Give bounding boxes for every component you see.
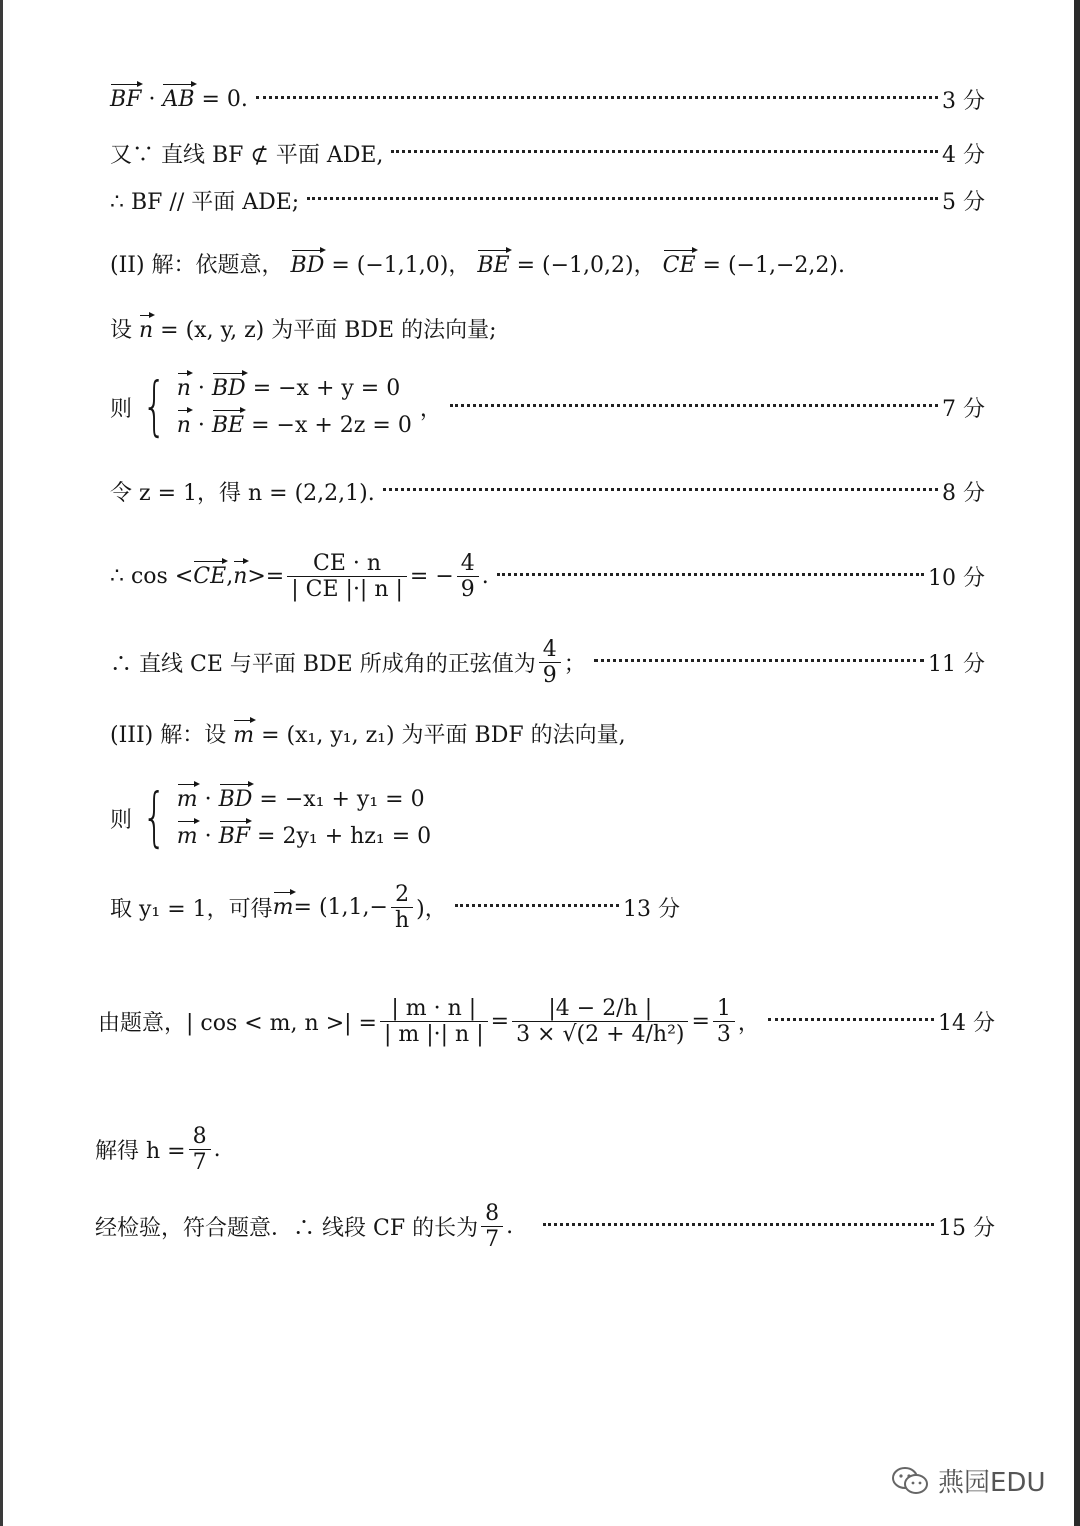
take-text: 取 y₁ = 1，可得 [110, 896, 273, 922]
fraction-numerator: 8 [485, 1200, 500, 1226]
fraction-numerator: | m · n | [391, 995, 477, 1021]
system-row-2: m · BF = 2y₁ + hz₁ = 0 [176, 824, 432, 849]
fraction-denominator: 3 [713, 1021, 735, 1047]
then-label: 则 [110, 807, 133, 833]
fraction-ce-n [287, 551, 407, 602]
vec-n: n [176, 413, 191, 438]
dot-leader [256, 96, 938, 99]
fraction-4-9 [457, 551, 479, 602]
vector-n: n [139, 318, 154, 343]
line-solve-h [95, 1118, 985, 1180]
score-4: 4 分 [942, 143, 985, 168]
vec-bd: BD [211, 376, 246, 401]
ce-value: = (−1,−2,2). [702, 253, 845, 278]
period: . [213, 1136, 221, 1162]
score-3: 3 分 [942, 89, 985, 114]
score-8: 8 分 [942, 481, 985, 506]
equals-minus: = − [409, 563, 454, 589]
sine-text: ∴ 直线 CE 与平面 BDE 所成角的正弦值为 [110, 651, 536, 677]
line-abs-cos [98, 962, 995, 1080]
m-value-start: = (1,1,− [293, 894, 388, 920]
score-11: 11 分 [928, 651, 985, 677]
line7-text: 令 z = 1，得 n = (2,2,1). [110, 481, 375, 506]
fraction-denominator: 7 [481, 1226, 503, 1252]
page-edge-left [0, 0, 3, 1526]
fraction-denominator: 9 [457, 576, 479, 602]
fraction-denominator: h [391, 907, 413, 933]
system-row-1: n · BD = −x + y = 0 [176, 376, 401, 401]
line-part2-vectors [110, 248, 985, 279]
row1-text: = −x + y = 0 [245, 376, 401, 401]
vec-n: n [233, 563, 248, 589]
row2-text: = 2y₁ + hz₁ = 0 [250, 824, 432, 849]
fraction-8-7 [481, 1201, 503, 1252]
line-cf-length [95, 1195, 995, 1257]
comma: ， [737, 1010, 760, 1036]
brace: { [142, 370, 167, 444]
watermark-text: 燕园EDU [938, 1468, 1046, 1498]
vector-m: m [233, 723, 255, 748]
vec-m: m [176, 824, 198, 849]
dot-leader [307, 197, 938, 200]
solve-text: 解得 h = [95, 1138, 186, 1164]
dot-leader [455, 904, 619, 907]
vector-bf: BF [110, 87, 142, 112]
vec-ce: CE [193, 563, 227, 589]
system-row-1: m · BD = −x₁ + y₁ = 0 [176, 787, 425, 812]
score-7: 7 分 [942, 396, 985, 422]
fraction-numerator: 2 [395, 881, 410, 907]
period: . [506, 1213, 514, 1239]
score-13: 13 分 [623, 896, 680, 922]
vec-bd: BD [218, 787, 253, 812]
watermark [890, 1462, 1045, 1499]
fraction-denominator: 7 [189, 1149, 211, 1175]
line-sine-value [110, 632, 985, 692]
dot-leader [391, 150, 938, 153]
vec-be: BE [211, 413, 245, 438]
vec-m: m [176, 787, 198, 812]
wechat-icon [890, 1465, 930, 1497]
normal-n-text: = (x, y, z) 为平面 BDE 的法向量; [160, 318, 497, 343]
dot-leader [594, 659, 924, 662]
system-n: 则 { n · BD = −x + y = 0 n · BE = −x + 2z = 0 ， 7 分 [110, 370, 985, 444]
semicolon: ； [563, 651, 586, 677]
abs-cos-text: 由题意，| cos < m, n >| = [98, 1010, 377, 1036]
line-set-z [110, 476, 985, 507]
bd-value: = (−1,1,0)， [331, 253, 471, 278]
line-bf-not-in-plane [110, 138, 985, 169]
fraction-h-expression [512, 996, 688, 1047]
dot-leader [383, 488, 938, 491]
m-value-end: )， [416, 896, 447, 922]
fraction-denominator: | m |·| n | [380, 1021, 488, 1047]
line3-text: ∴ BF // 平面 ADE; [110, 190, 300, 215]
line-bf-dot-ab: BF · AB = 0. 3 分 [110, 84, 985, 115]
brace: { [142, 781, 167, 855]
vector-ab: AB [162, 87, 195, 112]
line-part3-normal-m [110, 718, 985, 749]
dot-leader [497, 573, 924, 576]
part3-label: (III) 解：设 [110, 723, 234, 748]
vector-be: BE [477, 253, 510, 278]
fraction-2-h [391, 882, 413, 933]
fraction-denominator: 9 [539, 662, 561, 688]
vec-n: n [176, 376, 191, 401]
dot-leader [543, 1223, 934, 1226]
system-row-2: n · BE = −x + 2z = 0 [176, 413, 412, 438]
score-5: 5 分 [942, 190, 985, 215]
line-take-y1 [110, 876, 680, 938]
system-m [110, 780, 985, 856]
normal-m-text: = (x₁, y₁, z₁) 为平面 BDF 的法向量, [261, 723, 626, 748]
let-text: 设 [110, 318, 139, 343]
dot-leader [768, 1018, 934, 1021]
part2-label: (II) 解：依题意， [110, 253, 284, 278]
score-10: 10 分 [928, 565, 985, 591]
dot-leader [450, 404, 938, 407]
fraction-1-3 [713, 996, 735, 1047]
row2-text: = −x + 2z = 0 [244, 413, 412, 438]
vector-ce: CE [662, 253, 696, 278]
fraction-8-7 [189, 1124, 211, 1175]
equals: = [691, 1008, 710, 1034]
score-14: 14 分 [938, 1010, 995, 1036]
score-15: 15 分 [938, 1215, 995, 1241]
fraction-numerator: 8 [192, 1123, 207, 1149]
row1-text: = −x₁ + y₁ = 0 [252, 787, 425, 812]
page-edge-right [1074, 0, 1080, 1526]
fraction-numerator: 4 [460, 550, 475, 576]
line-bf-parallel [110, 185, 985, 216]
be-value: = (−1,0,2)， [516, 253, 656, 278]
conclusion-text: 经检验，符合题意．∴ 线段 CF 的长为 [95, 1215, 479, 1241]
line-normal-n [110, 313, 985, 344]
cos-suffix: >= [247, 563, 285, 589]
cos-prefix: ∴ cos < [110, 563, 194, 589]
fraction-numerator: 4 [542, 636, 557, 662]
line2-text: 又∵ 直线 BF ⊄ 平面 ADE, [110, 143, 384, 168]
fraction-mn [380, 996, 488, 1047]
fraction-numerator: |4 − 2/h | [548, 995, 653, 1021]
vector-m: m [272, 894, 294, 920]
fraction-denominator: | CE |·| n | [287, 576, 407, 602]
then-label: 则 [110, 396, 133, 422]
line1-text: = 0. [201, 87, 248, 112]
equals: = [490, 1008, 510, 1034]
period: . [481, 563, 489, 589]
fraction-numerator: CE · n [313, 550, 382, 576]
vec-bf: BF [218, 824, 251, 849]
fraction-denominator: 3 × √(2 + 4/h²) [512, 1021, 688, 1047]
fraction-numerator: 1 [716, 995, 731, 1021]
vector-bd: BD [290, 253, 325, 278]
line-cos-ce-n: ∴ cos < CE , n >= $\frac{CE \cdot n}{| CE |\cdot| n |}$ = − $\frac{4}{9}$ . 10 分 [110, 550, 985, 602]
fraction-4-9 [539, 637, 561, 688]
